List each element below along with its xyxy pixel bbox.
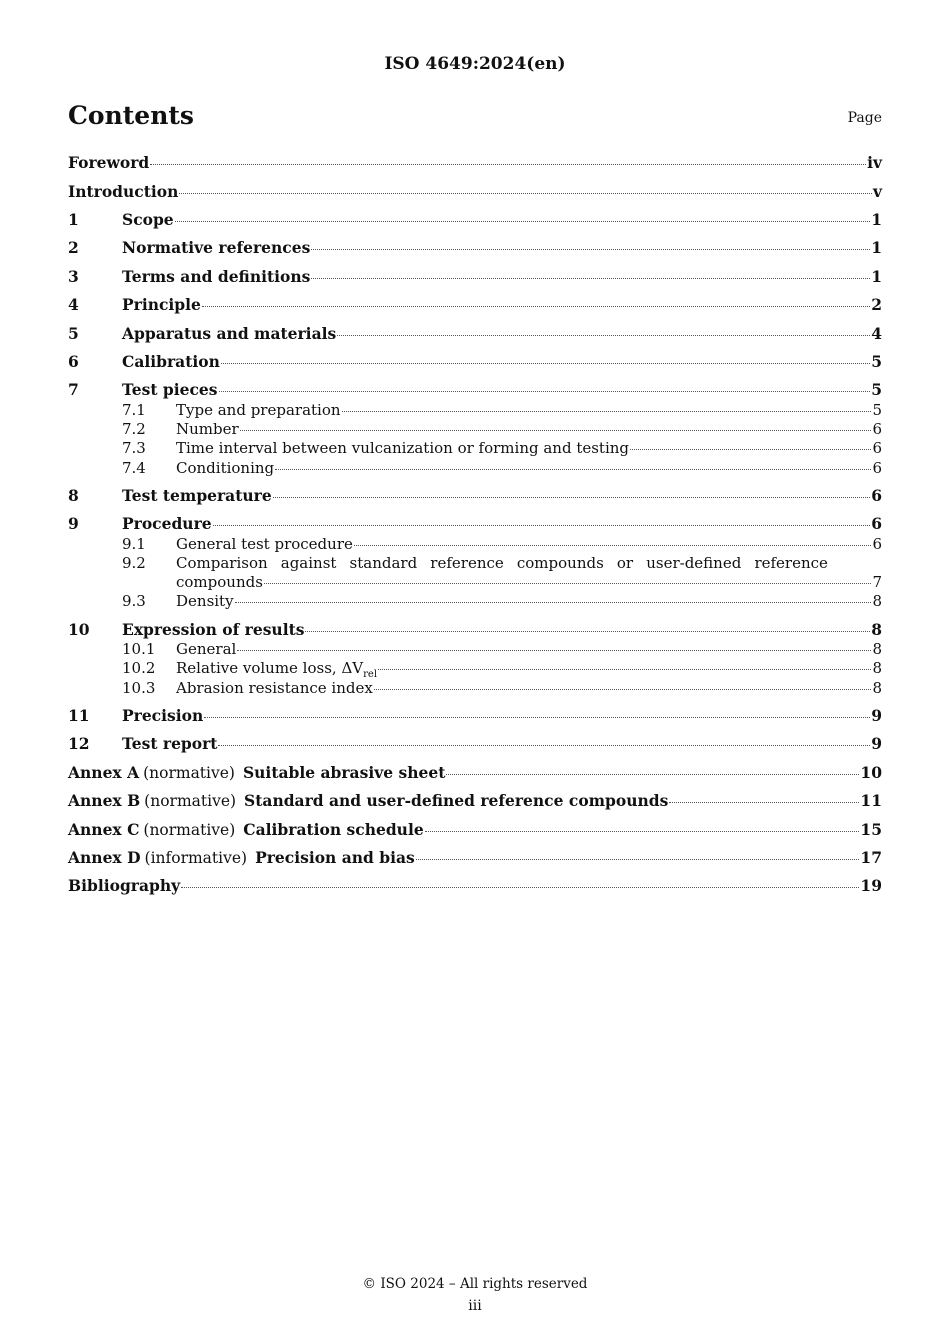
toc-entry-annex-d[interactable] — [68, 848, 882, 867]
toc-number: 7.1 — [122, 401, 146, 419]
toc-page-number: 6 — [872, 439, 882, 457]
toc-title — [176, 659, 377, 680]
toc-entry-apparatus-and-materials[interactable] — [68, 324, 882, 343]
toc-entry-conditioning[interactable] — [68, 459, 882, 477]
copyright-notice: © ISO 2024 – All rights reserved — [362, 1276, 588, 1292]
dot-leader — [179, 193, 872, 194]
toc-title: Principle — [122, 295, 201, 314]
toc-entry-general-test-procedure[interactable] — [68, 535, 882, 553]
toc-number: 9.1 — [122, 535, 146, 553]
dot-leader — [311, 249, 870, 250]
dot-leader — [204, 717, 870, 718]
toc-number: 7 — [68, 380, 79, 399]
toc-title: Terms and definitions — [122, 267, 311, 286]
toc-entry-abrasion-resistance-index[interactable] — [68, 679, 882, 697]
dot-leader — [354, 545, 872, 546]
toc-number: 9 — [68, 514, 79, 533]
dot-leader — [202, 306, 870, 307]
dot-leader — [305, 631, 870, 632]
toc-title: Number — [176, 420, 239, 438]
toc-entry-precision[interactable] — [68, 706, 882, 725]
toc-entry-annex-b[interactable] — [68, 791, 882, 810]
toc-page-number: 8 — [872, 640, 882, 658]
toc-title: General test procedure — [176, 535, 353, 553]
toc-entry-general[interactable] — [68, 640, 882, 658]
toc-number: 7.4 — [122, 459, 146, 477]
toc-title: Time interval between vulcanization or forming and testing — [176, 439, 630, 457]
annex-label: Annex C — [68, 820, 140, 839]
toc-page-number: 6 — [872, 420, 882, 438]
toc-entry-scope[interactable] — [68, 210, 882, 229]
dot-leader — [311, 278, 870, 279]
toc-page-number: 5 — [871, 352, 882, 371]
toc-title: Normative references — [122, 238, 311, 257]
toc-title: Apparatus and materials — [122, 324, 337, 343]
toc-page-number: 2 — [871, 295, 882, 314]
toc-page-number: 9 — [871, 734, 882, 753]
dot-leader — [378, 669, 871, 670]
toc-entry-normative-references[interactable] — [68, 238, 882, 257]
toc-title: Bibliography — [68, 876, 181, 895]
toc-title: Type and preparation — [176, 401, 341, 419]
annex-kind: (informative) — [144, 849, 248, 867]
dot-leader — [264, 583, 872, 584]
toc-title-justified — [176, 554, 828, 572]
dot-leader — [446, 774, 859, 775]
dot-leader — [425, 831, 860, 832]
toc-page-number: 6 — [872, 459, 882, 477]
toc-entry-foreword[interactable] — [68, 153, 882, 172]
toc-number: 9.3 — [122, 592, 146, 610]
dot-leader — [235, 602, 872, 603]
toc-number: 10.2 — [122, 659, 156, 677]
toc-number: 10.3 — [122, 679, 156, 697]
annex-kind: (normative) — [143, 764, 235, 782]
toc-title: Calibration schedule — [243, 820, 424, 839]
toc-entry-comparison-line1[interactable] — [68, 554, 882, 572]
toc-entry-comparison-line2[interactable] — [176, 573, 882, 591]
toc-title: Suitable abrasive sheet — [242, 763, 446, 782]
toc-title: Procedure — [122, 514, 212, 533]
toc-entry-annex-c[interactable] — [68, 820, 882, 839]
toc-title-text: Relative volume loss, ΔV — [176, 659, 364, 677]
toc-title: Foreword — [68, 153, 150, 172]
dot-leader — [219, 391, 871, 392]
annex-label: Annex D — [68, 848, 141, 867]
toc-title: Precision and bias — [255, 848, 415, 867]
toc-page-number: 5 — [871, 380, 882, 399]
toc-page-number: 1 — [871, 267, 882, 286]
toc-title: Scope — [122, 210, 174, 229]
toc-page-number: 1 — [871, 238, 882, 257]
page-column-label: Page — [847, 110, 882, 126]
dot-leader — [669, 802, 859, 803]
dot-leader — [416, 859, 860, 860]
toc-entry-expression-of-results[interactable] — [68, 620, 882, 639]
dot-leader — [181, 887, 859, 888]
toc-title: Density — [176, 592, 234, 610]
toc-entry-density[interactable] — [68, 592, 882, 610]
dot-leader — [218, 745, 870, 746]
toc-number: 6 — [68, 352, 79, 371]
toc-page-number: 6 — [872, 535, 882, 553]
toc-entry-procedure[interactable] — [68, 514, 882, 533]
toc-page-number: 19 — [860, 876, 882, 895]
toc-title: Test report — [122, 734, 218, 753]
toc-title: Standard and user-defined reference compounds — [244, 791, 669, 810]
toc-number: 1 — [68, 210, 79, 229]
dot-leader — [237, 650, 871, 651]
toc-number: 5 — [68, 324, 79, 343]
toc-number: 10.1 — [122, 640, 156, 658]
toc-entry-calibration[interactable] — [68, 352, 882, 371]
toc-entry-test-report[interactable] — [68, 734, 882, 753]
toc-page-number: 8 — [871, 620, 882, 639]
toc-title: Calibration — [122, 352, 220, 371]
toc-title: Expression of results — [122, 620, 305, 639]
toc-entry-time-interval[interactable] — [68, 439, 882, 457]
dot-leader — [337, 335, 870, 336]
toc-page-number: 8 — [872, 679, 882, 697]
toc-title: Test pieces — [122, 380, 218, 399]
toc-entry-type-and-preparation[interactable] — [68, 401, 882, 419]
toc-page-number: 10 — [860, 763, 882, 782]
dot-leader — [221, 363, 870, 364]
toc-number: 3 — [68, 267, 79, 286]
toc-number: 11 — [68, 706, 90, 725]
toc-number: 10 — [68, 620, 90, 639]
toc-page-number: 8 — [872, 592, 882, 610]
toc-title: Test temperature — [122, 486, 272, 505]
document-id-header: ISO 4649:2024(en) — [384, 54, 566, 74]
toc-title: Conditioning — [176, 459, 275, 477]
toc-title-word: Comparison — [176, 554, 268, 572]
toc-title-word: standard — [349, 554, 418, 572]
toc-title-word: user-defined — [646, 554, 742, 572]
toc-number: 7.3 — [122, 439, 146, 457]
contents-heading: Contents — [68, 101, 195, 130]
toc-title: Abrasion resistance index — [176, 679, 373, 697]
dot-leader — [240, 430, 872, 431]
dot-leader — [630, 449, 871, 450]
toc-number: 8 — [68, 486, 79, 505]
toc-entry-number[interactable] — [68, 420, 882, 438]
dot-leader — [175, 221, 871, 222]
toc-title-word: or — [616, 554, 634, 572]
toc-page-number: 6 — [871, 486, 882, 505]
toc-entry-relative-volume-loss[interactable] — [68, 659, 882, 680]
toc-title: General — [176, 640, 237, 658]
toc-title-word: reference — [430, 554, 504, 572]
dot-leader — [273, 497, 871, 498]
toc-entry-principle[interactable] — [68, 295, 882, 314]
toc-entry-test-pieces[interactable] — [68, 380, 882, 399]
toc-title: Precision — [122, 706, 204, 725]
annex-kind: (normative) — [144, 792, 237, 810]
toc-title-subscript: rel — [363, 669, 378, 680]
toc-entry-introduction[interactable] — [68, 182, 882, 201]
dot-leader — [374, 689, 872, 690]
annex-label: Annex B — [68, 791, 141, 810]
toc-entry-terms-and-definitions[interactable] — [68, 267, 882, 286]
toc-entry-test-temperature[interactable] — [68, 486, 882, 505]
toc-title-word: compounds — [516, 554, 604, 572]
toc-page-number: 7 — [872, 573, 882, 591]
toc-page-number: 15 — [860, 820, 882, 839]
toc-number: 2 — [68, 238, 79, 257]
toc-page-number: 5 — [872, 401, 882, 419]
toc-page-number: 17 — [860, 848, 882, 867]
toc-entry-bibliography[interactable] — [68, 876, 882, 895]
annex-label: Annex A — [68, 763, 140, 782]
toc-page-number: 6 — [871, 514, 882, 533]
toc-page-number: 4 — [871, 324, 882, 343]
toc-number: 7.2 — [122, 420, 146, 438]
page-number: iii — [468, 1298, 482, 1314]
toc-title: Introduction — [68, 182, 179, 201]
toc-number: 9.2 — [122, 554, 146, 572]
toc-page-number: 9 — [871, 706, 882, 725]
annex-kind: (normative) — [143, 821, 236, 839]
toc-title-word: against — [280, 554, 337, 572]
toc-number: 12 — [68, 734, 90, 753]
toc-page-number: v — [872, 182, 882, 201]
toc-entry-annex-a[interactable] — [68, 763, 882, 782]
dot-leader — [275, 469, 871, 470]
toc-title: compounds — [176, 573, 263, 591]
toc-page-number: 1 — [871, 210, 882, 229]
dot-leader — [213, 525, 871, 526]
toc-page-number: 11 — [860, 791, 882, 810]
toc-number: 4 — [68, 295, 79, 314]
toc-page-number: 8 — [872, 659, 882, 677]
toc-page-number: iv — [867, 153, 882, 172]
dot-leader — [150, 164, 866, 165]
dot-leader — [342, 411, 872, 412]
toc-title-word: reference — [754, 554, 828, 572]
